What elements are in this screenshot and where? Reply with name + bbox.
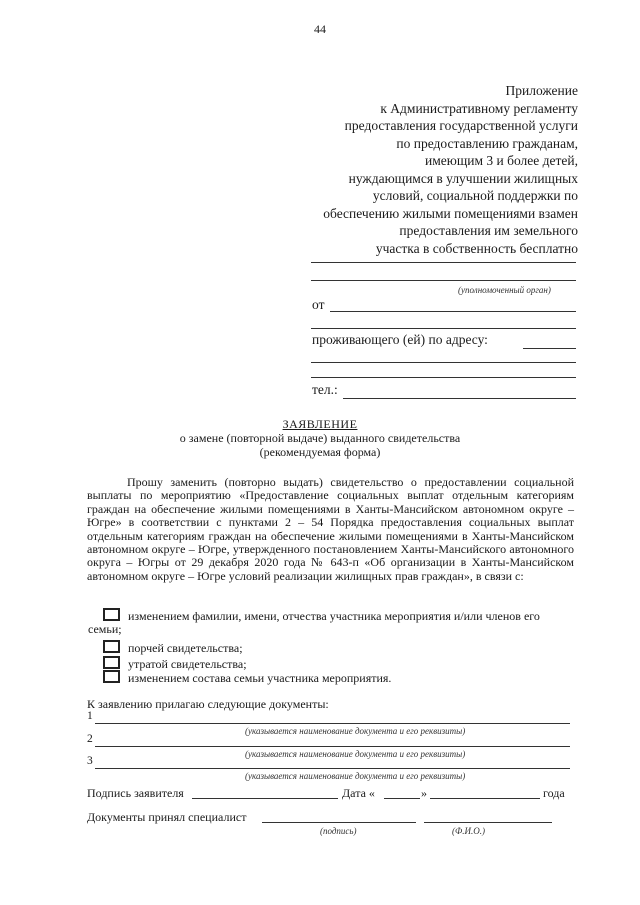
- specialist-sign-caption: (подпись): [320, 826, 357, 836]
- address-line-inline[interactable]: [523, 348, 576, 349]
- phone-line[interactable]: [343, 398, 576, 399]
- attachment-line[interactable]: [95, 768, 570, 769]
- date-month-line[interactable]: [430, 798, 540, 799]
- appendix-line: нуждающимся в улучшении жилищных: [348, 170, 578, 186]
- attachment-line[interactable]: [95, 723, 570, 724]
- checkbox[interactable]: [103, 656, 120, 669]
- attachment-number: 1: [87, 710, 93, 722]
- attachments-heading: К заявлению прилагаю следующие документы:: [87, 697, 329, 711]
- phone-label: тел.:: [312, 382, 338, 397]
- request-paragraph: [87, 476, 574, 583]
- option-label: утратой свидетельства;: [128, 657, 247, 671]
- checkbox[interactable]: [103, 608, 120, 621]
- from-line-2[interactable]: [311, 328, 576, 329]
- option-continuation: семьи;: [88, 622, 122, 636]
- document-title-block: [0, 417, 640, 459]
- option-damage[interactable]: [103, 640, 243, 655]
- appendix-line: обеспечению жилыми помещениями взамен: [323, 205, 578, 221]
- appendix-heading: [262, 82, 578, 257]
- option-loss[interactable]: [103, 656, 247, 671]
- appendix-line: предоставления им земельного: [399, 223, 578, 238]
- document-subtitle: о замене (повторной выдаче) выданного свидетельства: [179, 431, 461, 445]
- address-line-2[interactable]: [311, 377, 576, 378]
- attachment-line[interactable]: [95, 746, 570, 747]
- date-close-quote: »: [421, 786, 427, 800]
- specialist-name-line[interactable]: [424, 822, 552, 823]
- date-label: Дата «: [342, 786, 375, 800]
- document-form-note: (рекомендуемая форма): [259, 445, 381, 459]
- from-label: от: [312, 297, 325, 312]
- appendix-line: имеющим 3 и более детей,: [425, 153, 578, 168]
- attachment-number: 3: [87, 755, 93, 767]
- appendix-line: к Административному регламенту: [380, 100, 578, 116]
- applicant-signature-line[interactable]: [192, 798, 338, 799]
- specialist-signature-line[interactable]: [262, 822, 416, 823]
- request-text: Прошу заменить (повторно выдать) свидетельство о предоставлении социальной выплаты по мероприятию «Предоставление социальных выплат отдельным категориям граждан на обеспечение жилыми помещениями в Ханты-Мансийском автономном округе – Югре» в соответствии с пунктами 2 – 54 Порядка предоставления социальных выплат отдельным категориям граждан на обеспечение жилыми помещениями в Ханты-Мансийском автономном округе – Югре, утвержденного постановлением Ханты-Мансийского автономного округа – Югры от 29 декабря 2020 года № 643-п «Об организации в Ханты-Мансийском автономном округе – Югре условий реализации жилищных прав граждан», в связи с:: [87, 475, 574, 583]
- page-number: 44: [314, 22, 326, 36]
- checkbox[interactable]: [103, 670, 120, 683]
- option-label: порчей свидетельства;: [128, 641, 243, 655]
- authority-line-1[interactable]: [311, 262, 576, 263]
- year-suffix: года: [543, 786, 565, 800]
- address-label: проживающего (ей) по адресу:: [312, 332, 488, 347]
- attachment-caption: (указывается наименование документа и его реквизиты): [245, 771, 466, 781]
- date-day-line[interactable]: [384, 798, 420, 799]
- specialist-label: Документы принял специалист: [87, 810, 247, 824]
- appendix-line: Приложение: [505, 83, 578, 98]
- attachment-caption: (указывается наименование документа и его реквизиты): [245, 749, 466, 759]
- applicant-signature-label: Подпись заявителя: [87, 786, 184, 800]
- specialist-name-caption: (Ф.И.О.): [452, 826, 485, 836]
- attachment-caption: (указывается наименование документа и его реквизиты): [245, 726, 466, 736]
- appendix-line: условий, социальной поддержки по: [372, 188, 578, 203]
- authority-line-2[interactable]: [311, 280, 576, 281]
- checkbox[interactable]: [103, 640, 120, 653]
- option-name-change[interactable]: [103, 608, 578, 623]
- from-line-1[interactable]: [330, 311, 576, 312]
- authority-caption: (уполномоченный орган): [458, 285, 551, 295]
- document-title: ЗАЯВЛЕНИЕ: [282, 417, 358, 431]
- option-label: изменением фамилии, имени, отчества участника мероприятия и/или членов его: [128, 609, 540, 623]
- option-label: изменением состава семьи участника мероприятия.: [128, 671, 392, 685]
- option-family-change[interactable]: [103, 670, 391, 685]
- appendix-line: по предоставлению гражданам,: [396, 135, 578, 151]
- address-line-1[interactable]: [311, 362, 576, 363]
- attachment-number: 2: [87, 733, 93, 745]
- appendix-line: участка в собственность бесплатно: [375, 240, 578, 256]
- appendix-line: предоставления государственной услуги: [344, 118, 578, 133]
